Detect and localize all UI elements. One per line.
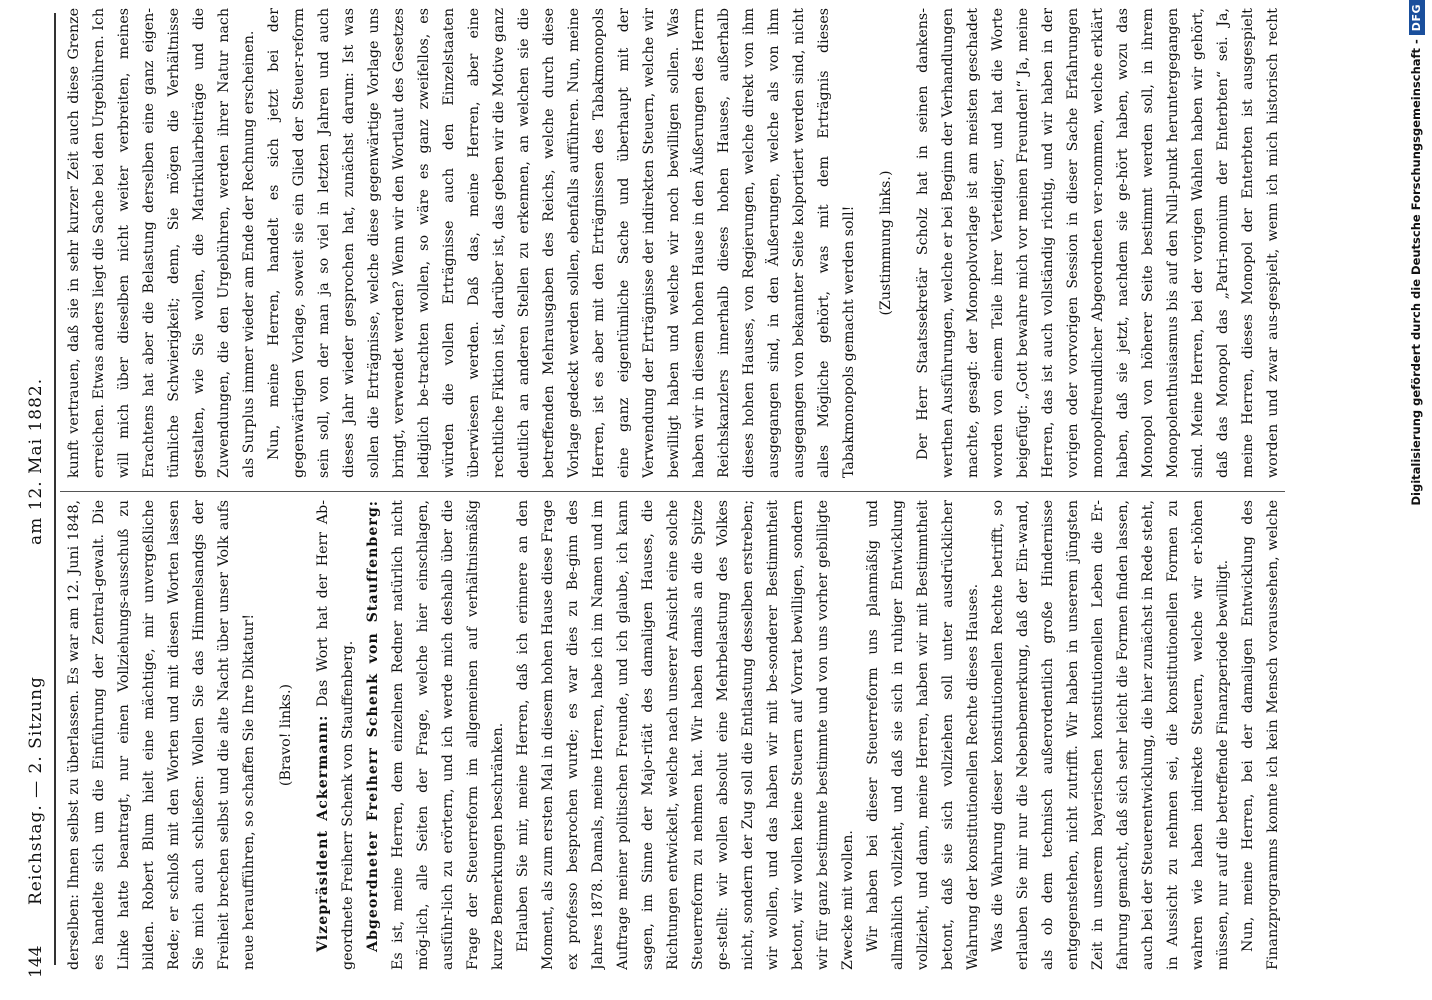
paragraph: derselben: Ihnen selbst zu überlassen. Es war am 12. Juni 1848, es handelte sich um die Einführung der Zentral-gewalt. Die Linke hatte beantragt, nur einen Vollziehungs-ausschuß zu bilden. Robert Blum hielt eine mächtige, mir unvergeßliche Rede; er schloß mit den Worten und mit diesen Worten lassen Sie mich auch schließen: Wollen Sie das Himmelsandgs der Freiheit brechen selbst und die alte Nacht über unser Volk aufs neue heraufführen, so schaffen Sie Ihre Diktatur! bbox=[66, 500, 257, 970]
dfg-logo: DFG bbox=[1409, 0, 1425, 35]
paragraph: Nun, meine Herren, bei der damaligen Entwicklung des Finanzprogramms konnte ich kein Mensch voraussehen, welche bbox=[1240, 500, 1281, 970]
header-rule bbox=[54, 13, 56, 965]
paragraph: Erlauben Sie mir, meine Herren, daß ich erinnere an den Moment, als zum ersten Mal in diesem hohen Hause diese Frage ex professo besprochen wurde; es war dies zu Be-ginn des Jahres 1878. Damals, meine Herren, habe ich im Namen und im Auftrage meiner politischen Freunde, und ich glaube, ich kann sagen, im Sinne der Majo-rität des damaligen Hauses, die Richtungen entwickelt, welche nach unserer Ansicht eine solche Steuerreform zu nehmen hat. Wir haben damals an die Spitze ge-stellt: wir wollen absolut eine Mehrbelastung des Volkes nicht, sondern der Zug soll die Entlastung desselben erstreben; wir wollen, und das haben wir mit be-sonderer Bestimmtheit betont, wir wollen keine Steuern auf Vorrat bewilligen, sondern wir für ganz bestimmte bestimmte und von uns vorher gebilligte Zwecke mit wollen. bbox=[515, 500, 856, 970]
digitization-credit bbox=[1408, 0, 1424, 1000]
paragraph: Nun, meine Herren, handelt es sich jetzt bei der gegenwärtigen Vorlage, soweit sie ein Glied der Steuer-reform sein soll, von der man ja so viel in letzten Jahren und auch dieses Jahr wieder gesprochen hat, zunächst darum: Ist was sollen die Erträgnisse, welche diese gegenwärtige Vorlage uns bringt, verwendet werden? Wenn wir den Wortlaut des Gesetzes lediglich be-trachten wollen, so wäre es ganz zweifellos, es würden die vollen Erträgnisse auch den Einzelstaaten überwiesen werden. Daß das, meine Herren, aber eine rechtliche Fiktion ist, darüber ist, das geben wir die Motive ganz deutlich an anderen Stellen zu erkennen, an welchen sie die betreffenden Mehrausgaben des Reichs, welche durch diese Vorlage gedeckt werden sollen, ebenfalls aufführen. Nun, meine Herren, ist es aber mit den Erträgnissen des Tabakmonopols eine ganz eigentümliche Sache und überhaupt mit der Verwendung der Erträgnisse der indirekten Steuern, welche wir bewilligt haben und welche wir noch bewilligen sollen. Was haben wir in diesem hohen Hause in den Äußerungen des Herrn Reichskanzlers innerhalb dieses hohen Hauses, außerhalb dieses hohen Hauses, von Regierungen, welche direkt von ihm ausgegangen sind, in den Äußerungen, welche als von ihm ausgegangen von bekannter Seite kolportiert werden sind, nicht alles Mögliche gehört, was mit dem Erträgnis dieses Tabakmonopols gemacht werden soll! bbox=[266, 8, 857, 478]
interjection-applause: (Bravo! links.) bbox=[278, 683, 294, 787]
speaker-name: Vizepräsident Ackermann: bbox=[315, 714, 331, 952]
running-title-left: Reichstag. — 2. Sitzung bbox=[26, 676, 46, 905]
paragraph: kunft vertrauen, daß sie in sehr kurzer Zeit auch diese Grenze erreichen. Etwas anders liegt die Sache bei den Urgebühren. Ich will mich über dieselben nicht weiter verbreiten, meines Erachtens hat aber die Belastung derselben eine ganz eigen-tümliche Schwierigkeit; denn, Sie mögen die Verhältnisse gestalten, wie Sie wollen, die Matrikularbeiträge und die Zuwendungen, die den Urgebühren, werden ihrer Natur nach als Surplus immer wieder am Ende der Rechnung erscheinen. bbox=[66, 8, 257, 478]
paragraph: Wir haben bei dieser Steuerreform uns planmäßig und allmählich vollzieht, und daß sie sich in ruhiger Entwicklung vollzieht, und dann, meine Herren, haben wir mit Bestimmtheit betont, daß sie sich vollziehen soll unter ausdrücklicher Wahrung der konstitutionellen Rechte dieses Hauses. bbox=[865, 500, 981, 970]
paragraph-stauffenberg bbox=[361, 500, 511, 970]
speech-text: Das Wort hat der Herr Ab-geordnete Freiherr Schenk von Stauffenberg. bbox=[315, 500, 356, 970]
paragraph: Der Herr Staatssekretär Scholz hat in seinen dankens-werthen Ausführungen, welche er bei Beginn der Verhandlungen machte, gesagt: der Monopolvorlage ist am meisten geschadet worden von einem Teile ihrer Verteidiger, und hat die Worte beigefügt: „Gott bewahre mich vor meinen Freunden!“ Ja, meine Herren, das ist auch vollständig richtig, und wir haben in der vorigen oder vorvorigen Session in dieser Sache Erfahrungen monopolfreundlicher Abgeordneten ver-nommen, welche erklärt haben, daß sie jetzt, nachdem sie ge-hört haben, wozu das Monopol von höherer Seite bestimmt werden soll, in ihrem Monopolenthusiasmus bis auf den Null-punkt heruntergegangen sind. Meine Herren, bei der vorigen Wahlen haben wir gehört, daß das Monopol das „Patri-monium der Enterbten“ sei. Ja, meine Herren, dieses Monopol der Enterbten ist ausgespielt worden und zwar aus-gespielt, wenn ich mich historisch recht bbox=[915, 8, 1281, 478]
paragraph: Was die Wahrung dieser konstitutionellen Rechte betrifft, so erlauben Sie mir nur die Nebenbemerkung, daß der Ein-wand, als ob dem technisch außerordentlich große Hindernisse entgegenstehen, nicht zutrifft. Wir haben in unserem jüngsten Zeit in unserem bayerischen konstitutionellen Leben die Er-fahrung gemacht, daß sich sehr leicht die Formen finden lassen, auch bei der Steuerentwicklung, die hier zunächst in Rede steht, in Aussicht zu nehmen sei, die konstitutionellen Formen zu wahren wie haben indirekte Steuern, welche wir er-höhen müssen, nur auf die betreffende Finanzperiode bewilligt. bbox=[990, 500, 1231, 970]
digitization-text: Digitalisierung gefördert durch die Deutsche Forschungsgemeinschaft - bbox=[1409, 39, 1423, 506]
interjection-approval: (Zustimmung links.) bbox=[878, 170, 894, 316]
column-divider bbox=[60, 491, 1285, 492]
page-header bbox=[22, 0, 50, 1000]
running-title-date: am 12. Mai 1882. bbox=[26, 377, 46, 545]
speaker-name: Abgeordneter Freiherr Schenk von Stauffenberg: bbox=[365, 500, 381, 952]
text-column-right bbox=[62, 8, 1284, 478]
speech-text: Es ist, meine Herren, dem einzelnen Redner natürlich nicht mög-lich, alle Seiten der Frage, welche hier einschlagen, ausführ-lich zu erörtern, und ich werde mich deshalb über die Frage der Steuerreform im allgemeinen auf verhältnismäßig kurze Bemerkungen beschränken. bbox=[390, 500, 506, 970]
page-number: 144 bbox=[26, 945, 46, 978]
text-column-left bbox=[62, 500, 1284, 970]
paragraph-vizepraesident bbox=[311, 500, 361, 970]
